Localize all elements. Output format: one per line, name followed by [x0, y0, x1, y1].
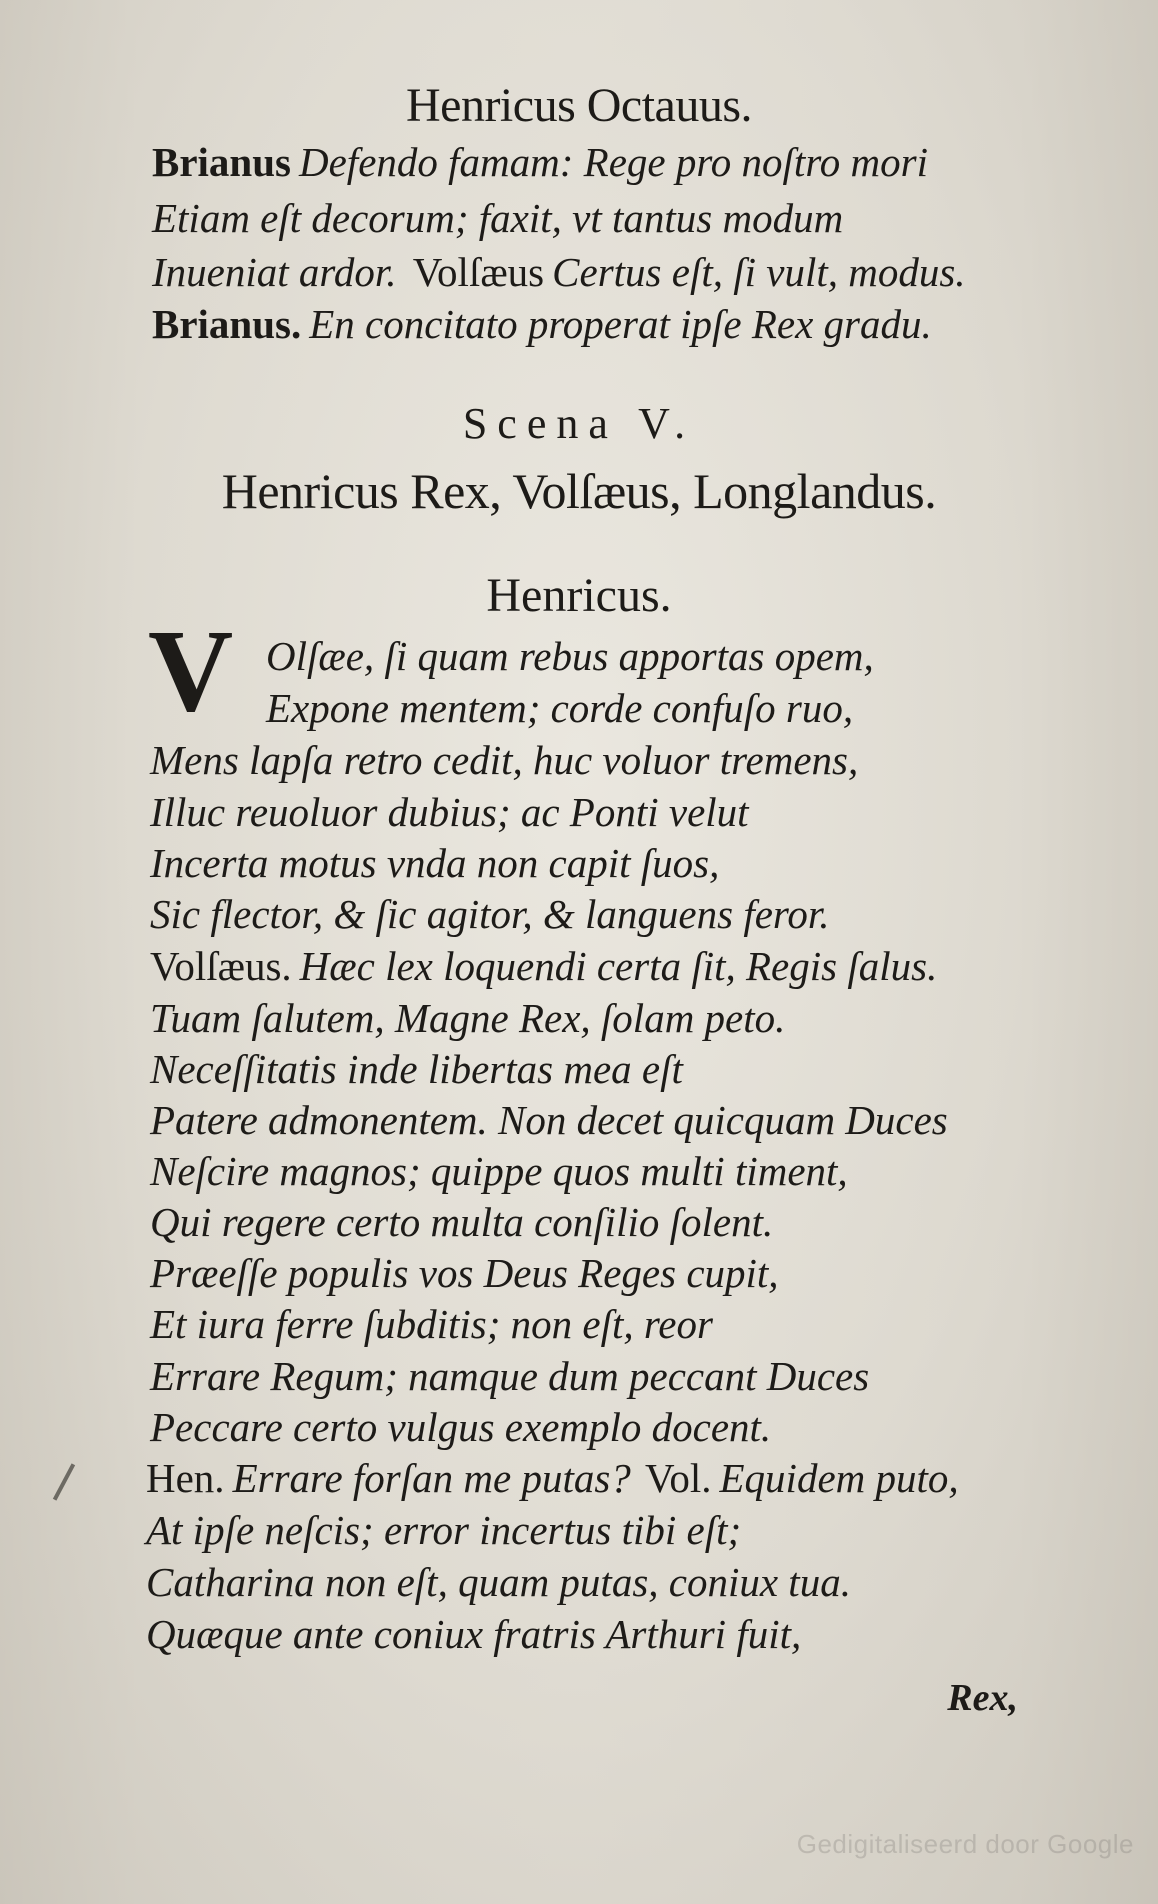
verse-text: Olſæe, ſi quam rebus apportas opem, [266, 633, 874, 679]
speaker-name: Brianus [152, 139, 291, 185]
verse-text: Neſcire magnos; quippe quos multi timent, [150, 1148, 848, 1194]
verse-text: Expone mentem; corde confuſo ruo, [266, 685, 854, 731]
verse-line [146, 1611, 802, 1657]
verse-text: Inueniat ardor. [152, 249, 397, 295]
verse-text: Et iura ferre ſubditis; non eſt, reor [150, 1301, 713, 1347]
drop-cap: V [148, 605, 234, 736]
verse-line [150, 1404, 772, 1450]
verse-text: Sic flector, & ſic agitor, & languens feror. [150, 891, 830, 937]
verse-text: Defendo famam: Rege pro noſtro mori [299, 139, 928, 185]
verse-line [150, 891, 830, 937]
running-head: Henricus Octauus. [405, 79, 753, 132]
verse-text: Incerta motus vnda non capit ſuos, [150, 840, 720, 886]
verse-line [152, 301, 932, 347]
verse-text: Illuc reuoluor dubius; ac Ponti velut [150, 789, 749, 835]
verse-line [150, 995, 786, 1041]
verse-line [150, 737, 859, 783]
verse-line [266, 685, 854, 731]
verse-line [152, 139, 928, 185]
scene-title: Scena V. [462, 399, 696, 448]
margin-pen-mark [53, 1463, 75, 1500]
verse-text: Errare forſan me putas? [232, 1455, 631, 1501]
verse-text: Certus eſt, ſi vult, modus. [552, 249, 966, 295]
verse-text: Peccare certo vulgus exemplo docent. [150, 1404, 772, 1450]
scene-characters: Henricus Rex, Volſæus, Longlandus. [221, 463, 937, 519]
verse-line [150, 1301, 713, 1347]
verse-line [146, 1507, 742, 1553]
verse-line [150, 1046, 683, 1092]
speaker-name: Hen. [146, 1455, 225, 1501]
speaker-heading: Henricus. [486, 569, 672, 622]
speaker-name: Volſæus. [150, 943, 292, 989]
speaker-name: Vol. [645, 1455, 712, 1501]
catchword: Rex, [947, 1677, 1018, 1719]
verse-text: Equidem puto, [719, 1455, 959, 1501]
verse-text: Quæque ante coniux fratris Arthuri fuit, [146, 1611, 802, 1657]
speaker-name: Volſæus [412, 249, 545, 295]
verse-text: Qui regere certo multa conſilio ſolent. [150, 1199, 774, 1245]
verse-text: Etiam eſt decorum; faxit, vt tantus modum [152, 195, 844, 241]
verse-line [150, 943, 938, 989]
verse-line [146, 1559, 851, 1605]
verse-text: Tuam ſalutem, Magne Rex, ſolam peto. [150, 995, 786, 1041]
verse-text: At ipſe neſcis; error incertus tibi eſt; [146, 1507, 742, 1553]
verse-line [150, 1353, 870, 1399]
verse-line [150, 1250, 779, 1296]
verse-text: Neceſſitatis inde libertas mea eſt [150, 1046, 683, 1092]
verse-line [266, 633, 874, 679]
verse-text: Mens lapſa retro cedit, huc voluor tremens, [150, 737, 859, 783]
verse-line [150, 1097, 948, 1143]
verse-line [150, 789, 749, 835]
verse-line [150, 1148, 848, 1194]
verse-text: Præeſſe populis vos Deus Reges cupit, [150, 1250, 779, 1296]
verse-text: En concitato properat ipſe Rex gradu. [309, 301, 932, 347]
verse-text: Hæc lex loquendi certa ſit, Regis ſalus. [299, 943, 938, 989]
verse-line [152, 195, 844, 241]
digitization-watermark: Gedigitaliseerd door Google [796, 1829, 1134, 1859]
verse-text: Errare Regum; namque dum peccant Duces [150, 1353, 870, 1399]
verse-text: Patere admonentem. Non decet quicquam Duces [150, 1097, 948, 1143]
verse-line [146, 1455, 959, 1501]
verse-line [150, 1199, 774, 1245]
verse-line [150, 840, 720, 886]
verse-line [152, 249, 966, 295]
speaker-name: Brianus. [152, 301, 302, 347]
verse-text: Catharina non eſt, quam putas, coniux tua. [146, 1559, 851, 1605]
